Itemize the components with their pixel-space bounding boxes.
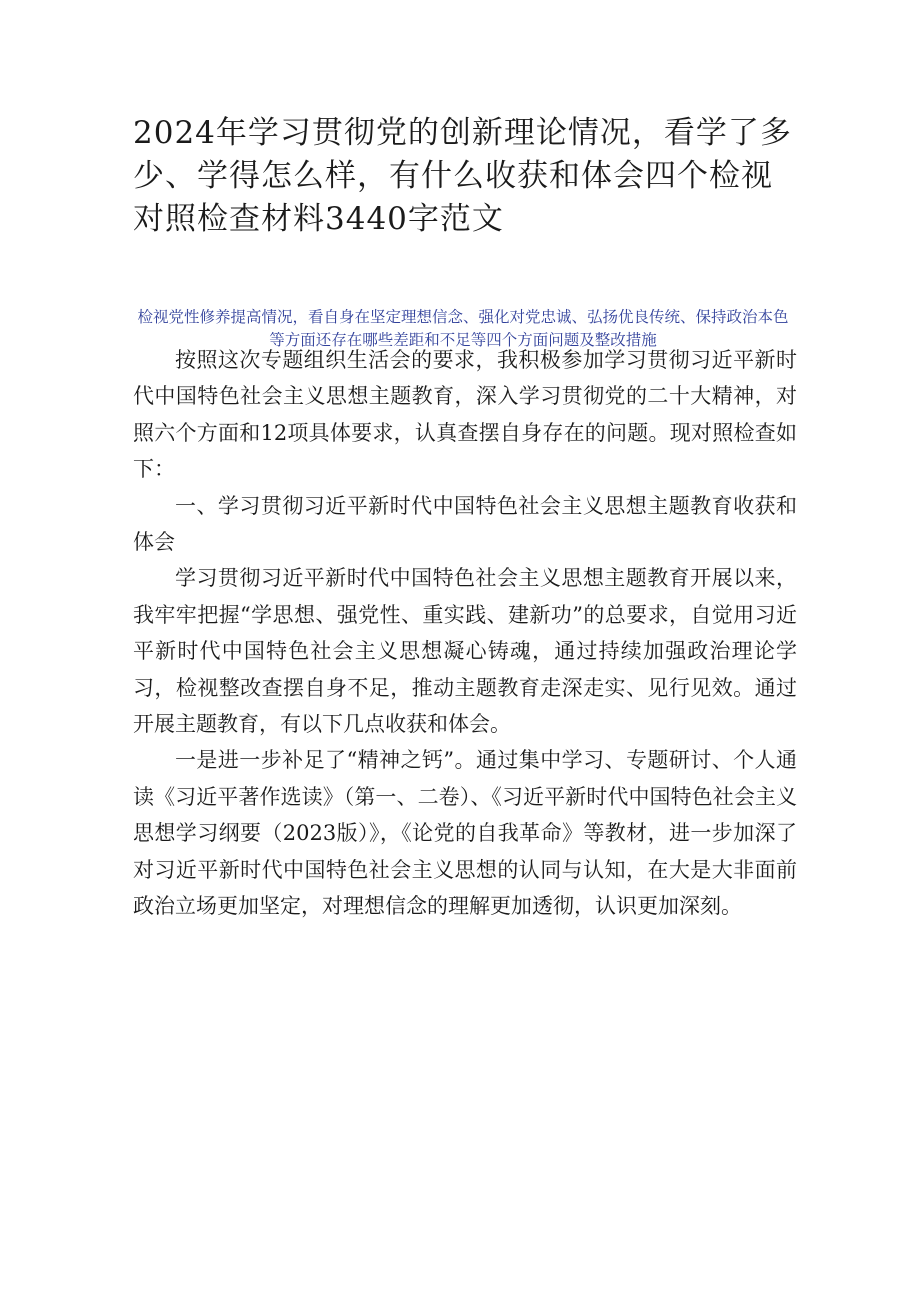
- document-subtitle: 检视党性修养提高情况，看自身在坚定理想信念、强化对党忠诚、弘扬优良传统、保持政治本色等方面还存在哪些差距和不足等四个方面问题及整改措施: [137, 308, 789, 349]
- paragraph-overview: 学习贯彻习近平新时代中国特色社会主义思想主题教育开展以来，我牢牢把握“学思想、强党性、重实践、建新功”的总要求，自觉用习近平新时代中国特色社会主义思想凝心铸魂，通过持续加强政治理论学习，检视整改查摆自身不足，推动主题教育走深走实、见行见效。通过开展主题教育，有以下几点收获和体会。: [133, 566, 797, 737]
- paragraph-intro: 按照这次专题组织生活会的要求，我积极参加学习贯彻习近平新时代中国特色社会主义思想主题教育，深入学习贯彻党的二十大精神，对照六个方面和12项具体要求，认真查摆自身存在的问题。现对照检查如下：: [133, 348, 797, 482]
- document-body: [133, 342, 797, 925]
- document-title: 2024年学习贯彻党的创新理论情况，看学了多少、学得怎么样，有什么收获和体会四个检视对照检查材料3440字范文: [133, 115, 792, 237]
- paragraph-point-one: 一是进一步补足了“精神之钙”。通过集中学习、专题研讨、个人通读《习近平著作选读》（第一、二卷）、《习近平新时代中国特色社会主义思想学习纲要（2023版）》，《论党的自我革命》等教材，进一步加深了对习近平新时代中国特色社会主义思想的认同与认知，在大是大非面前政治立场更加坚定，对理想信念的理解更加透彻，认识更加深刻。: [133, 748, 797, 919]
- section-heading: 一、学习贯彻习近平新时代中国特色社会主义思想主题教育收获和体会: [133, 493, 797, 555]
